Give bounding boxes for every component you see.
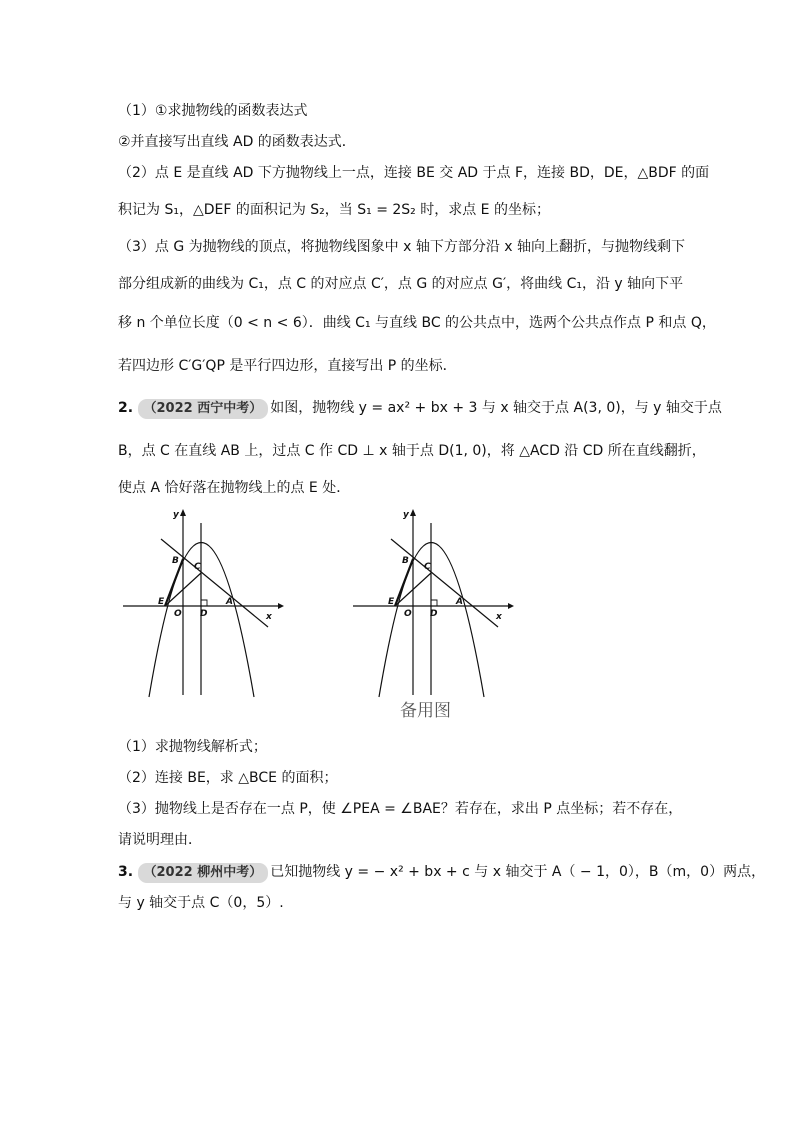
q3-source-badge: （2022 柳州中考） [138,863,269,883]
right-angle-mark [201,600,207,606]
q3-number: 3. [118,864,134,880]
label-d: D [200,609,208,619]
q2-figure-main [118,505,288,700]
q2-sub3: （3）抛物线上是否存在一点 P，使 ∠PEA = ∠BAE？若存在，求出 P 点坐标；若不存在， [118,801,683,817]
q1-part3-line: （3）点 G 为抛物线的顶点，将抛物线图象中 x 轴下方部分沿 x 轴向上翻折，与抛物线剩下 [118,239,686,255]
q2-stem-text: 如图，抛物线 y = ax² + bx + 3 与 x 轴交于点 A(3, 0)，与 y 轴交于点 [270,400,722,416]
label-b: B [402,556,409,566]
q2-sub3-line2: 请说明理由． [118,832,202,848]
x-axis-arrow [278,603,284,609]
q2-number: 2. [118,400,134,416]
q2-source-badge: （2022 西宁中考） [138,399,269,419]
label-x: x [496,612,502,622]
label-e: E [158,597,165,607]
q2-sub1: （1）求抛物线解析式； [118,739,267,755]
q2-sub2: （2）连接 BE，求 △BCE 的面积； [118,770,338,786]
q2-stem-line3: 使点 A 恰好落在抛物线上的点 E 处． [118,480,351,496]
q1-part2-line: （2）点 E 是直线 AD 下方抛物线上一点，连接 BE 交 AD 于点 F，连接 BD，DE，△BDF 的面 [118,165,710,181]
segment-eb [395,559,413,606]
q1-part1-line2: ②并直接写出直线 AD 的函数表达式． [118,134,356,150]
q1-part1-line: （1）①求抛物线的函数表达式 [118,103,308,119]
q2-stem-line2: B，点 C 在直线 AB 上，过点 C 作 CD ⊥ x 轴于点 D(1, 0)，将 △ACD 沿 CD 所在直线翻折， [118,443,706,459]
q1-part3-line3: 移 n 个单位长度（0 < n < 6）．曲线 C₁ 与直线 BC 的公共点中，选两个公共点作点 P 和点 Q， [118,315,716,331]
q3-stem-text: 已知抛物线 y = − x² + bx + c 与 x 轴交于 A（ − 1，0），B（m，0）两点， [270,864,766,880]
q1-part2-line2: 积记为 S₁，△DEF 的面积记为 S₂，当 S₁ = 2S₂ 时，求点 E 的坐标； [118,202,550,218]
q2-stem-line1 [118,398,722,419]
q2-figure-spare [348,505,518,700]
label-y: y [403,510,409,520]
y-axis-arrow [410,509,416,516]
label-a: A [226,597,233,607]
x-axis-arrow [508,603,514,609]
label-y: y [173,510,179,520]
q3-stem-line2: 与 y 轴交于点 C（0，5）. [118,895,284,911]
label-c: C [424,562,431,572]
label-a: A [456,597,463,607]
q3-stem-line1 [118,862,765,883]
right-angle-mark [431,600,437,606]
spare-figure-caption: 备用图 [400,701,451,721]
label-x: x [266,612,272,622]
label-d: D [430,609,438,619]
label-o: O [174,609,182,619]
y-axis-arrow [180,509,186,516]
label-o: O [404,609,412,619]
label-c: C [194,562,201,572]
label-b: B [172,556,179,566]
q1-part3-line2: 部分组成新的曲线为 C₁，点 C 的对应点 C′，点 G 的对应点 G′，将曲线 C₁，沿 y 轴向下平 [118,276,684,292]
label-e: E [388,597,395,607]
q1-part3-line4: 若四边形 C′G′QP 是平行四边形，直接写出 P 的坐标． [118,358,457,374]
segment-eb [165,559,183,606]
